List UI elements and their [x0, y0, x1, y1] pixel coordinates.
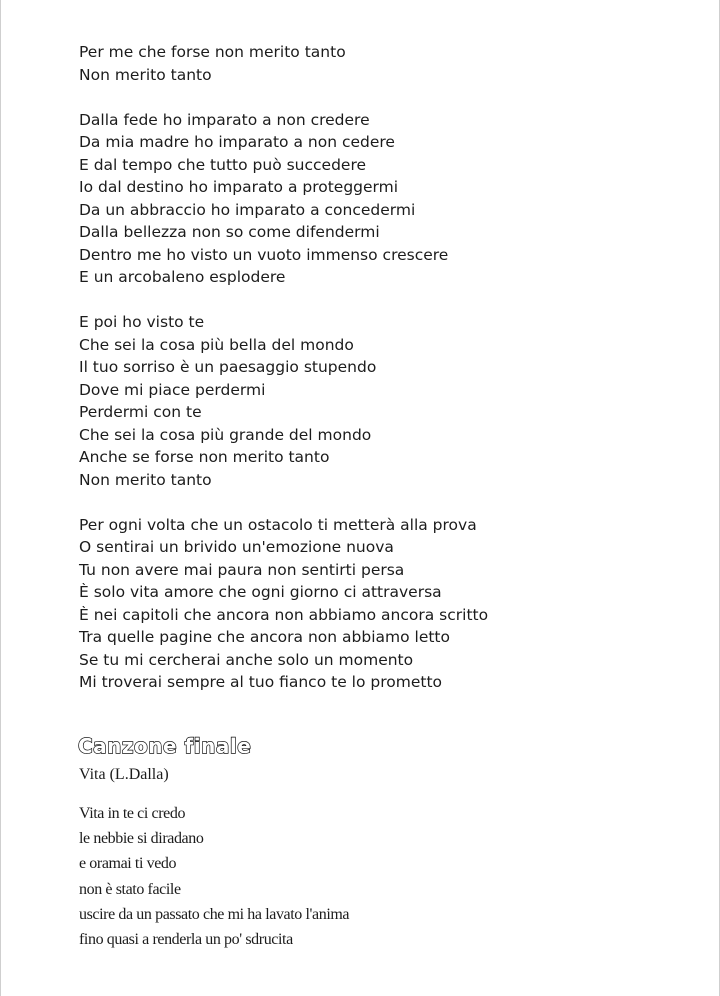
- lyric-line: Non merito tanto: [79, 65, 212, 84]
- lyric-line: le nebbie si diradano: [79, 830, 204, 848]
- lyric-line: Che sei la cosa più bella del mondo: [79, 335, 354, 354]
- stanza-2: [79, 109, 699, 289]
- lyric-line: Mi troverai sempre al tuo fianco te lo prometto: [79, 673, 443, 691]
- lyric-line: Dalla bellezza non so come difendermi: [79, 223, 380, 241]
- stanza-3: [79, 311, 699, 491]
- lyric-line: È nei capitoli che ancora non abbiamo ancora scritto: [79, 605, 489, 624]
- lyric-line: Io dal destino ho imparato a proteggermi: [79, 178, 399, 196]
- lyric-line: Da un abbraccio ho imparato a concedermi: [79, 200, 416, 219]
- lyric-line: Dalla fede ho imparato a non credere: [79, 110, 370, 129]
- lyric-line: Anche se forse non merito tanto: [79, 448, 330, 466]
- lyric-line: Non merito tanto: [79, 470, 212, 489]
- final-song-lyrics: [79, 801, 349, 952]
- lyric-line: Dentro me ho visto un vuoto immenso crescere: [79, 245, 449, 264]
- lyric-line: E poi ho visto te: [79, 313, 205, 331]
- lyric-line: È solo vita amore che ogni giorno ci attraversa: [79, 583, 442, 601]
- lyric-line: Perdermi con te: [79, 403, 202, 421]
- lyric-line: Dove mi piace perdermi: [79, 380, 266, 399]
- stanza-1: [79, 41, 699, 86]
- lyric-line: Che sei la cosa più grande del mondo: [79, 425, 372, 444]
- lyric-line: Per ogni volta che un ostacolo ti metterà alla prova: [79, 515, 477, 534]
- stanza-4: [79, 514, 699, 694]
- lyric-line: non è stato facile: [79, 880, 181, 898]
- lyrics-body: [79, 41, 699, 694]
- lyric-line: Se tu mi cercherai anche solo un momento: [79, 650, 414, 669]
- lyric-line: Da mia madre ho imparato a non cedere: [79, 133, 395, 151]
- lyric-line: uscire da un passato che mi ha lavato l'anima: [79, 905, 350, 923]
- lyric-line: fino quasi a renderla un po' sdrucita: [79, 931, 293, 949]
- lyric-line: e oramai ti vedo: [79, 855, 177, 873]
- lyric-line: Tra quelle pagine che ancora non abbiamo letto: [79, 628, 450, 646]
- lyric-line: E dal tempo che tutto può succedere: [79, 155, 367, 174]
- lyric-line: E un arcobaleno esplodere: [79, 268, 286, 286]
- lyric-line: Per me che forse non merito tanto: [79, 43, 346, 61]
- final-song-heading: Canzone finale: [78, 734, 252, 758]
- lyric-line: O sentirai un brivido un'emozione nuova: [79, 538, 394, 556]
- lyric-line: Vita in te ci credo: [79, 805, 186, 822]
- lyric-line: Il tuo sorriso è un paesaggio stupendo: [79, 358, 377, 376]
- final-song-subtitle: Vita (L.Dalla): [79, 766, 169, 783]
- lyric-line: Tu non avere mai paura non sentirti persa: [79, 560, 405, 579]
